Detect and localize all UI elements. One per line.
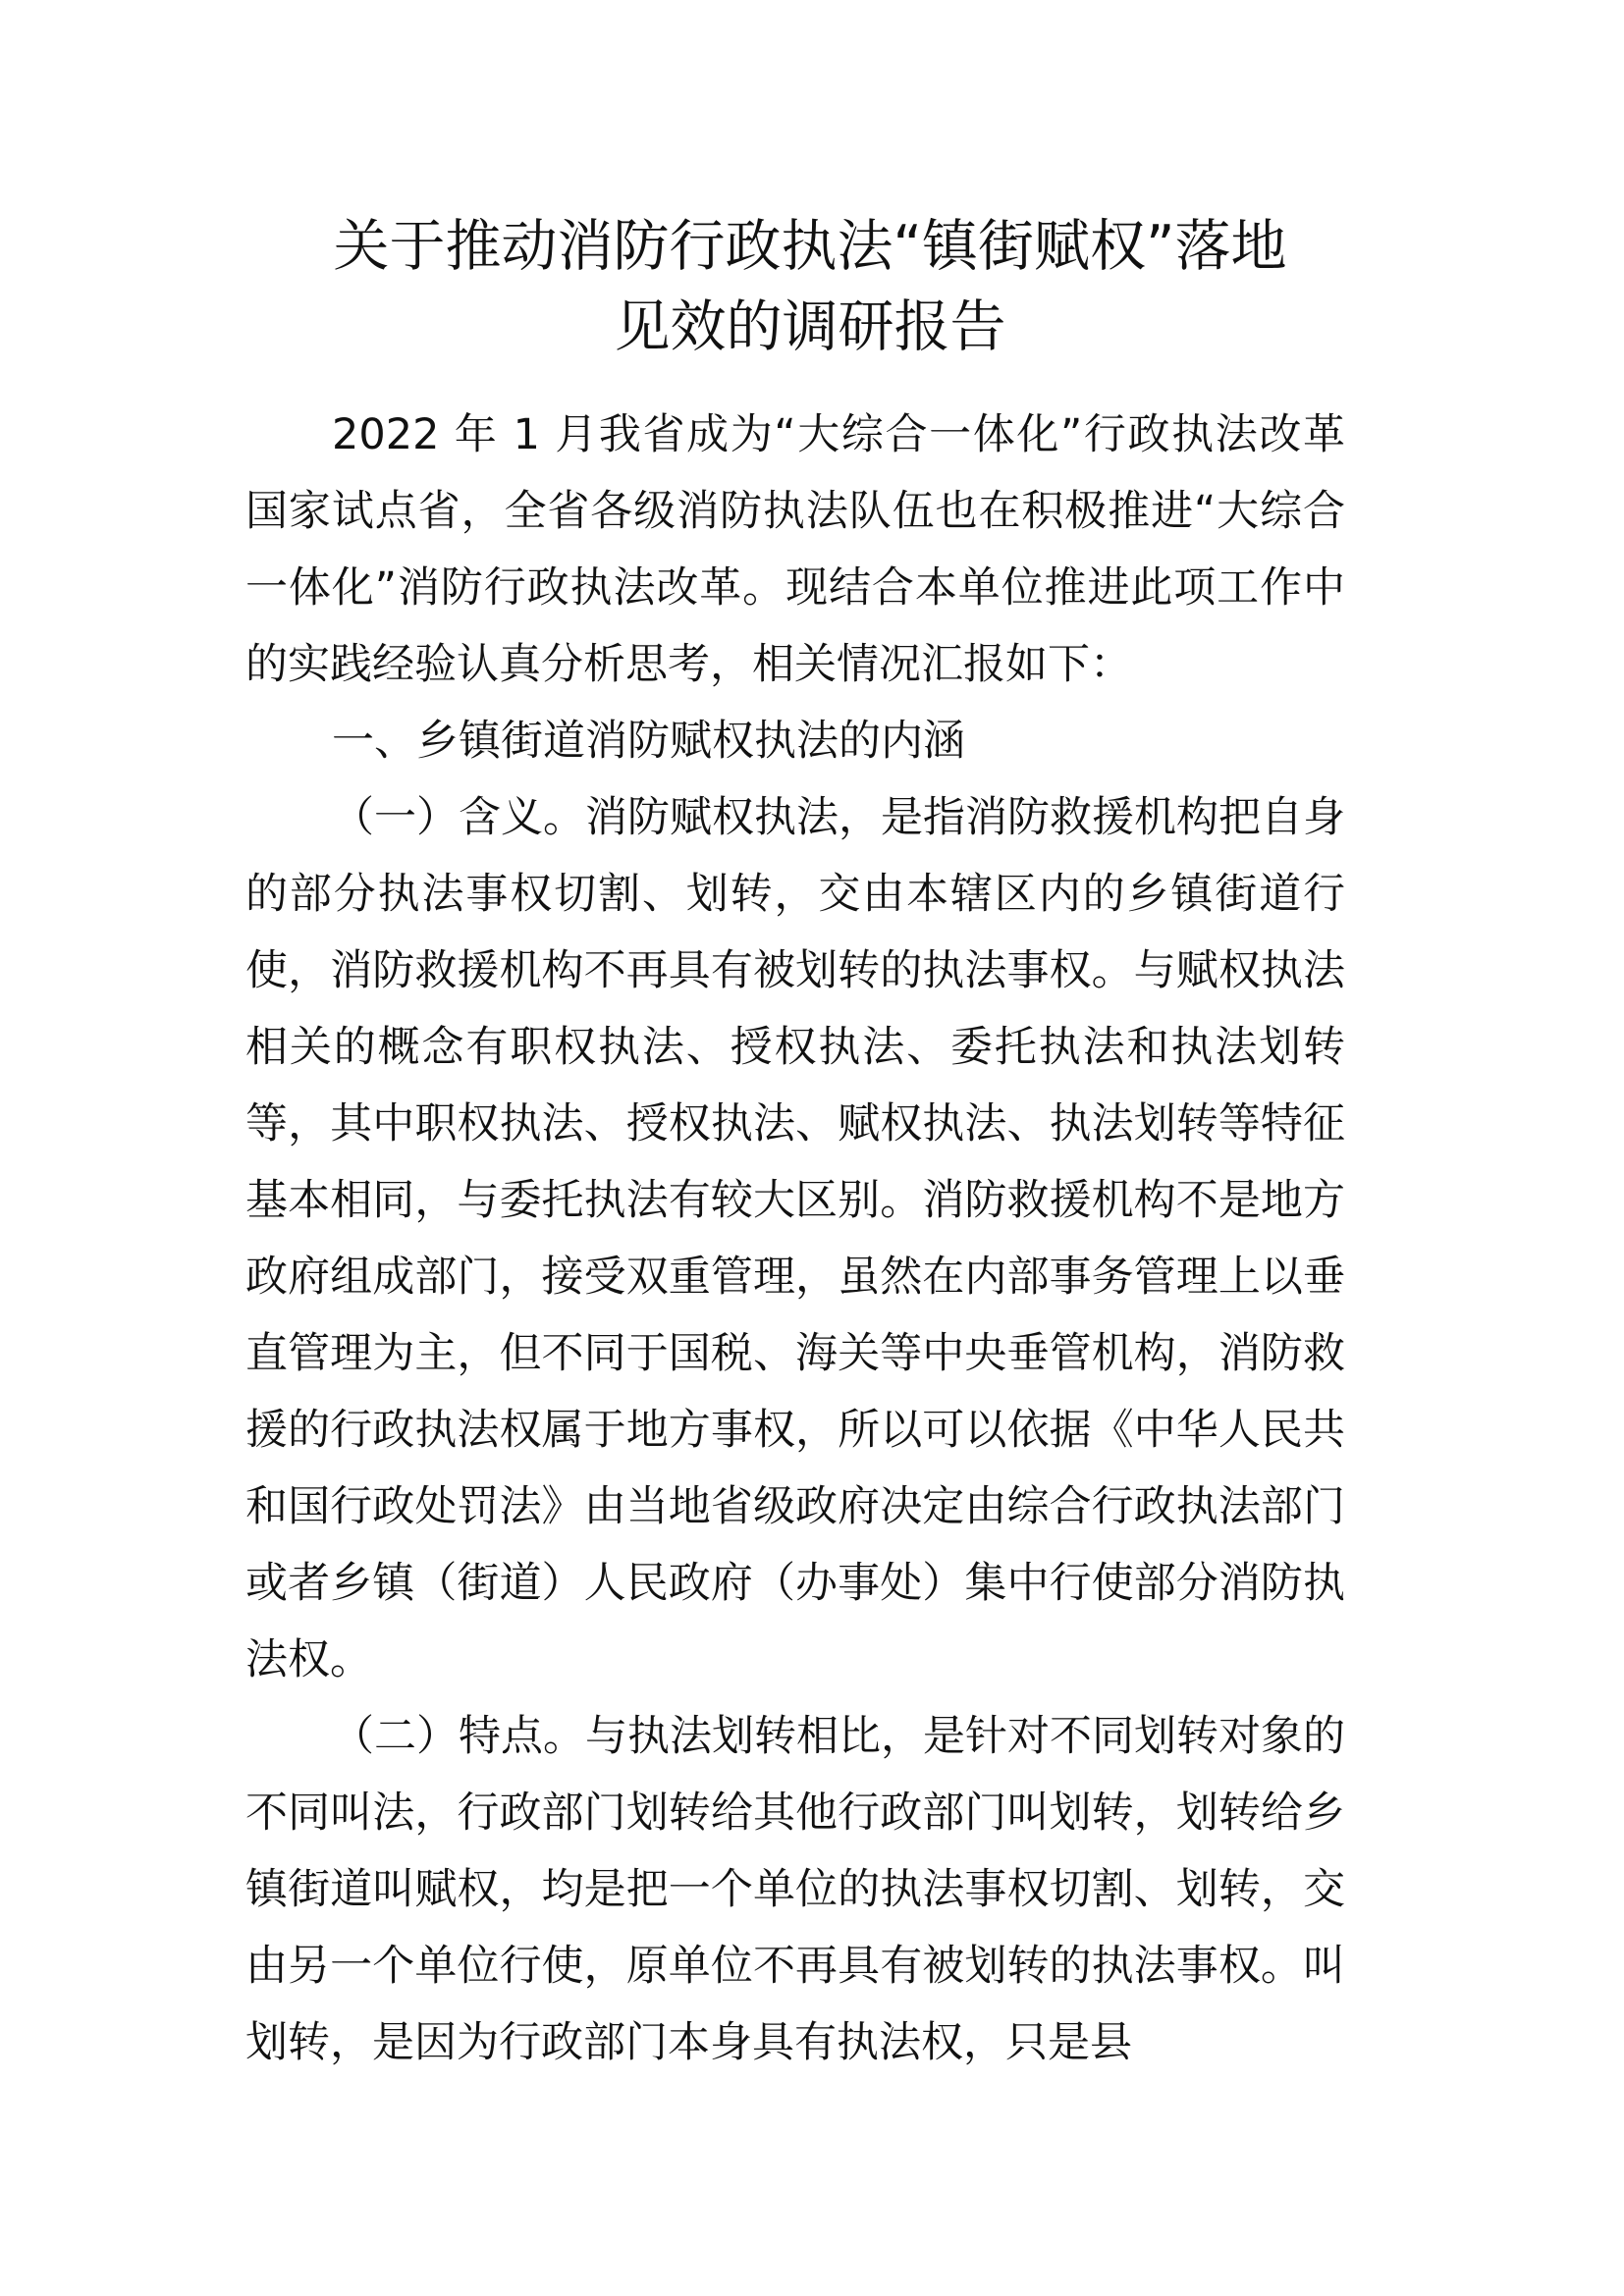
subsection-features: （二）特点。与执法划转相比，是针对不同划转对象的不同叫法，行政部门划转给其他行政部门叫划转，划转给乡镇街道叫赋权，均是把一个单位的执法事权切割、划转，交由另一个单位行使，原单位不再具有被划转的执法事权。叫划转，是因为行政部门本身具有执法权，只是县: [245, 1712, 1345, 2067]
title-line-1: 关于推动消防行政执法“镇街赋权”落地: [333, 214, 1287, 279]
document-title: [245, 206, 1375, 367]
section-heading-1: 一、乡镇街道消防赋权执法的内涵: [332, 717, 965, 766]
subsection-meaning: （一）含义。消防赋权执法，是指消防救援机构把自身的部分执法事权切割、划转，交由本辖区内的乡镇街道行使，消防救援机构不再具有被划转的执法事权。与赋权执法相关的概念有职权执法、授权执法、委托执法和执法划转等，其中职权执法、授权执法、赋权执法、执法划转等特征基本相同，与委托执法有较大区别。消防救援机构不是地方政府组成部门，接受双重管理，虽然在内部事务管理上以垂直管理为主，但不同于国税、海关等中央垂管机构，消防救援的行政执法权属于地方事权，所以可以依据《中华人民共和国行政处罚法》由当地省级政府决定由综合行政执法部门或者乡镇（街道）人民政府（办事处）集中行使部分消防执法权。: [245, 793, 1345, 1684]
document-body: [245, 206, 1375, 2081]
intro-paragraph: 2022 年 1 月我省成为“大综合一体化”行政执法改革国家试点省，全省各级消防执法队伍也在积极推进“大综合一体化”消防行政执法改革。现结合本单位推进此项工作中的实践经验认真分析思考，相关情况汇报如下：: [245, 410, 1345, 689]
title-line-2: 见效的调研报告: [614, 294, 1006, 359]
